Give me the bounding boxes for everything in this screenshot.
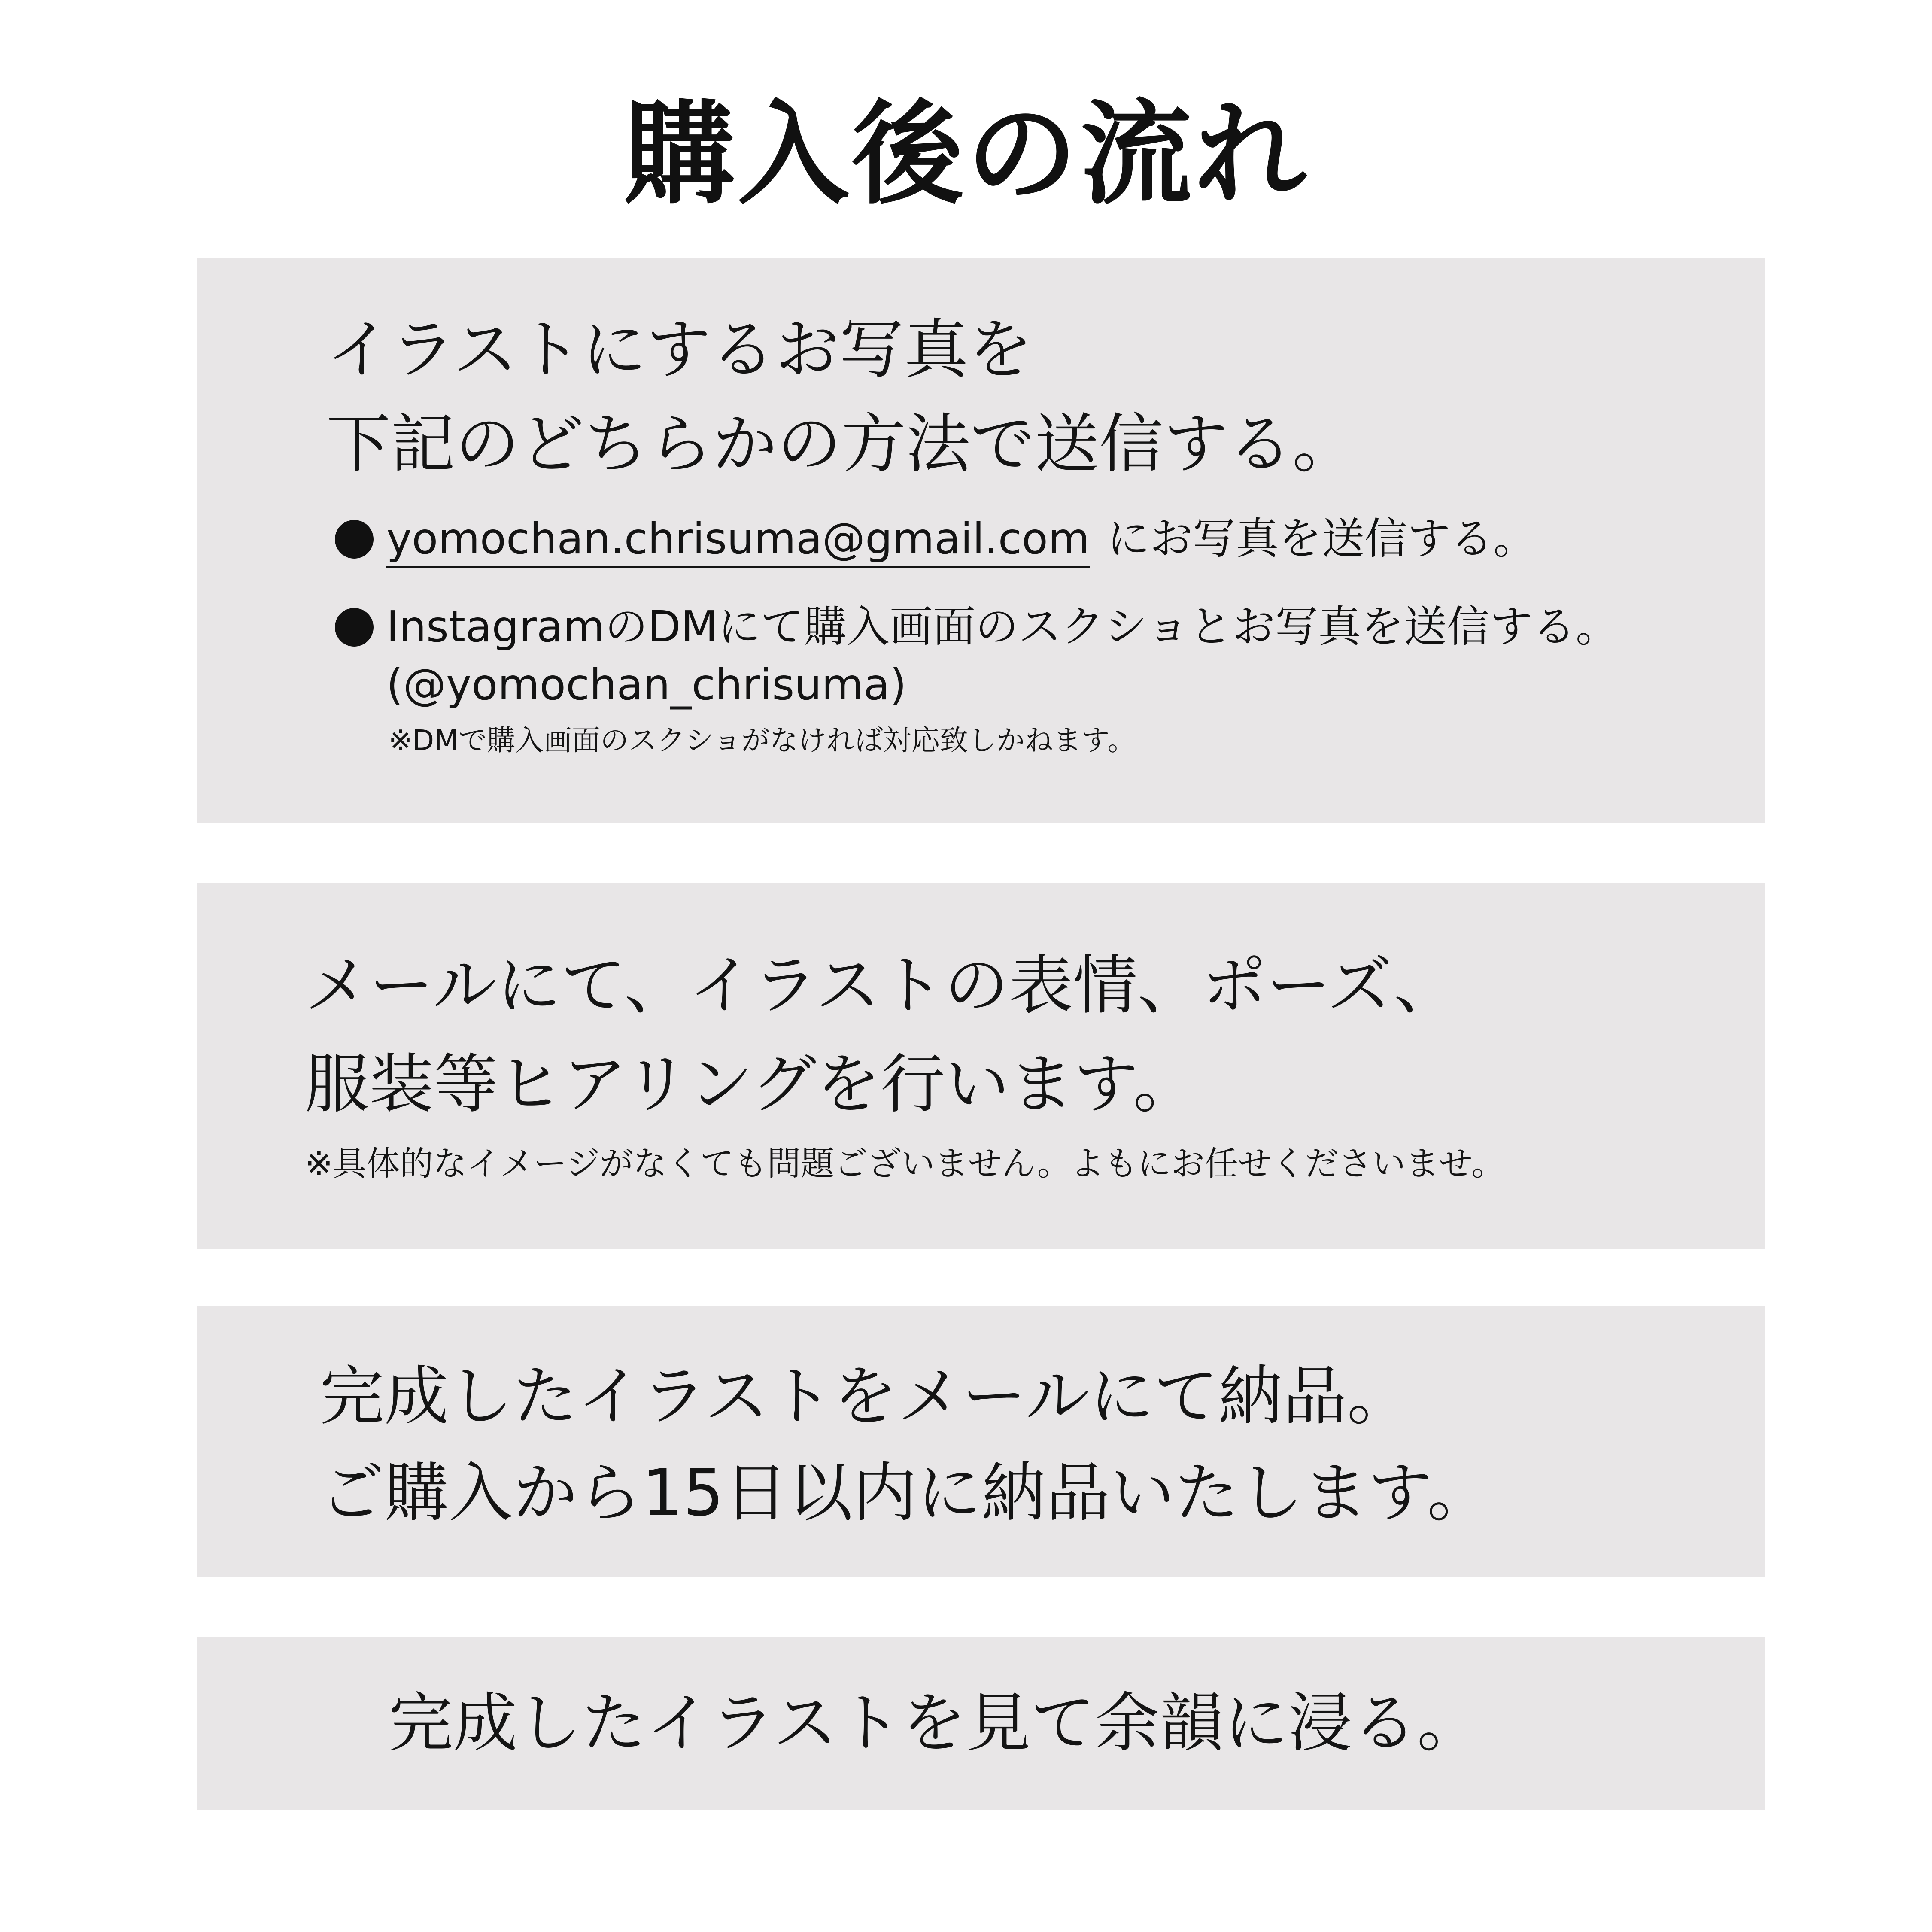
- step-2-note: ※具体的なイメージがなくても問題ございません。よもにお任せくださいませ。: [305, 1145, 1505, 1183]
- bullet-email: [335, 511, 1536, 567]
- step-2-card: [197, 883, 1765, 1249]
- bullet-email-suffix: にお写真を送信する。: [1107, 513, 1537, 564]
- step-1-card: [197, 258, 1765, 823]
- email-link[interactable]: yomochan.chrisuma@gmail.com: [386, 513, 1090, 568]
- bullet-dot-icon: [335, 520, 374, 559]
- step-2-heading-line-2: 服装等ヒアリングを行います。: [305, 1047, 1198, 1122]
- step-1-heading-line-2: 下記のどちらかの方法で送信する。: [326, 407, 1357, 482]
- step-2-heading-line-1: メールにて、イラストの表情、ポーズ、: [305, 948, 1458, 1023]
- step-1-note: ※DMで購入画面のスクショがなければ対応致しかねます。: [389, 724, 1136, 757]
- bullet-dot-icon: [335, 608, 374, 647]
- step-4-line-1: 完成したイラストを見て余韻に浸る。: [389, 1686, 1482, 1761]
- bullet-instagram-text: InstagramのDMにて購入画面のスクショとお写真を送信する。: [386, 601, 1619, 652]
- bullet-instagram: [335, 599, 1619, 655]
- instagram-handle: (@yomochan_chrisuma): [386, 659, 907, 710]
- step-3-line-1: 完成したイラストをメールにて納品。: [320, 1359, 1412, 1434]
- step-3-line-2: ご購入から15日以内に納品いたします。: [320, 1456, 1492, 1531]
- step-4-card: [197, 1637, 1765, 1810]
- page-title: 購入後の流れ: [623, 90, 1309, 219]
- step-3-card: [197, 1306, 1765, 1577]
- step-1-heading-line-1: イラストにするお写真を: [326, 313, 1033, 387]
